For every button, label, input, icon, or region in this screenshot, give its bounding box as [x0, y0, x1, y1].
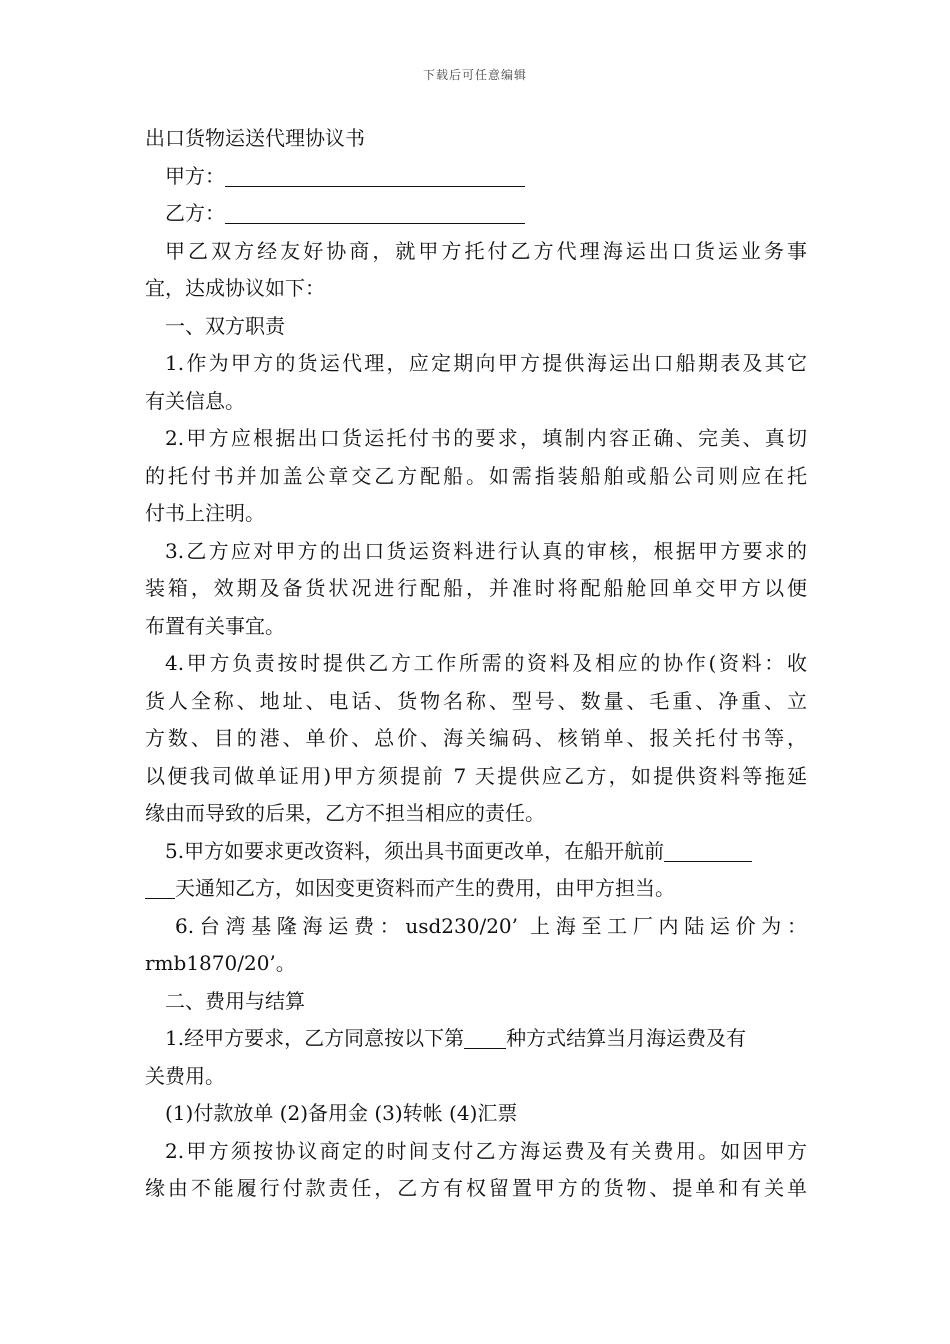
item-4-line-1: 4.甲方负责按时提供乙方工作所需的资料及相应的协作(资料：收	[165, 651, 807, 675]
item-1-line-1: 1.作为甲方的货运代理，应定期向甲方提供海运出口船期表及其它	[165, 351, 807, 375]
party-b-label: 乙方：	[165, 201, 225, 225]
item-5-text-2: 天通知乙方，如因变更资料而产生的费用，由甲方担当。	[175, 876, 675, 900]
item-1-line-2: 有关信息。	[145, 388, 245, 413]
pay-1-line-2: 关费用。	[145, 1063, 225, 1088]
item-4-line-5: 缘由而导致的后果，乙方不担当相应的责任。	[145, 801, 545, 825]
intro-line-2: 宜，达成协议如下：	[145, 276, 325, 300]
item-3-line-2: 装箱，效期及备货状况进行配船，并准时将配船舱回单交甲方以便	[145, 576, 807, 600]
item-5-blank-a	[664, 837, 752, 862]
party-a-label: 甲方：	[165, 163, 225, 188]
pay-2-line-1: 2.甲方须按协议商定的时间支付乙方海运费及有关费用。如因甲方	[165, 1138, 807, 1163]
pay-1-text-a: 1.经甲方要求，乙方同意按以下第	[165, 1026, 465, 1050]
item-4-line-4: 以便我司做单证用)甲方须提前 7 天提供应乙方，如提供资料等拖延	[145, 763, 807, 788]
party-b-line	[145, 195, 807, 233]
item-4-line-2: 货人全称、地址、电话、货物名称、型号、数量、毛重、净重、立	[145, 688, 807, 713]
section-1-heading: 一、双方职责	[165, 313, 285, 338]
item-2-line-2: 的托付书并加盖公章交乙方配船。如需指装船舶或船公司则应在托	[145, 463, 807, 488]
item-3-line-3: 布置有关事宜。	[145, 613, 285, 638]
pay-1-line-1	[145, 1020, 807, 1058]
item-2-line-1: 2.甲方应根据出口货运托付书的要求，填制内容正确、完美、真切	[165, 426, 807, 450]
item-5-line-1	[145, 833, 807, 871]
intro-line-1: 甲乙双方经友好协商，就甲方托付乙方代理海运出口货运业务事	[165, 238, 807, 263]
item-2-line-3: 付书上注明。	[145, 501, 265, 525]
section-2-heading: 二、费用与结算	[165, 988, 305, 1013]
item-4-line-3: 方数、目的港、单价、总价、海关编码、核销单、报关托付书等，	[145, 726, 807, 750]
pay-2-line-2: 缘由不能履行付款责任，乙方有权留置甲方的货物、提单和有关单	[145, 1176, 807, 1200]
item-3-line-1: 3.乙方应对甲方的出口货运资料进行认真的审核，根据甲方要求的	[165, 538, 807, 563]
item-5-line-2	[145, 870, 807, 908]
item-6-line-2: rmb1870/20’。	[145, 951, 296, 975]
page-header-note: 下载后可任意编辑	[422, 68, 527, 82]
party-a-blank	[225, 162, 525, 187]
item-5-blank-b	[145, 874, 175, 899]
pay-1-blank	[464, 1024, 506, 1049]
party-b-blank	[225, 199, 525, 224]
document-body	[145, 120, 807, 1208]
party-a-line	[145, 158, 807, 196]
item-6-line-1: 6.台湾基隆海运费：usd230/20’ 上海至工厂内陆运价为：	[175, 913, 807, 938]
pay-options: (1)付款放单 (2)备用金 (3)转帐 (4)汇票	[165, 1101, 518, 1125]
document-title: 出口货物运送代理协议书	[145, 126, 365, 150]
pay-1-text-b: 种方式结算当月海运费及有	[506, 1026, 747, 1050]
item-5-text-1: 5.甲方如要求更改资料，须出具书面更改单，在船开航前	[165, 838, 665, 863]
